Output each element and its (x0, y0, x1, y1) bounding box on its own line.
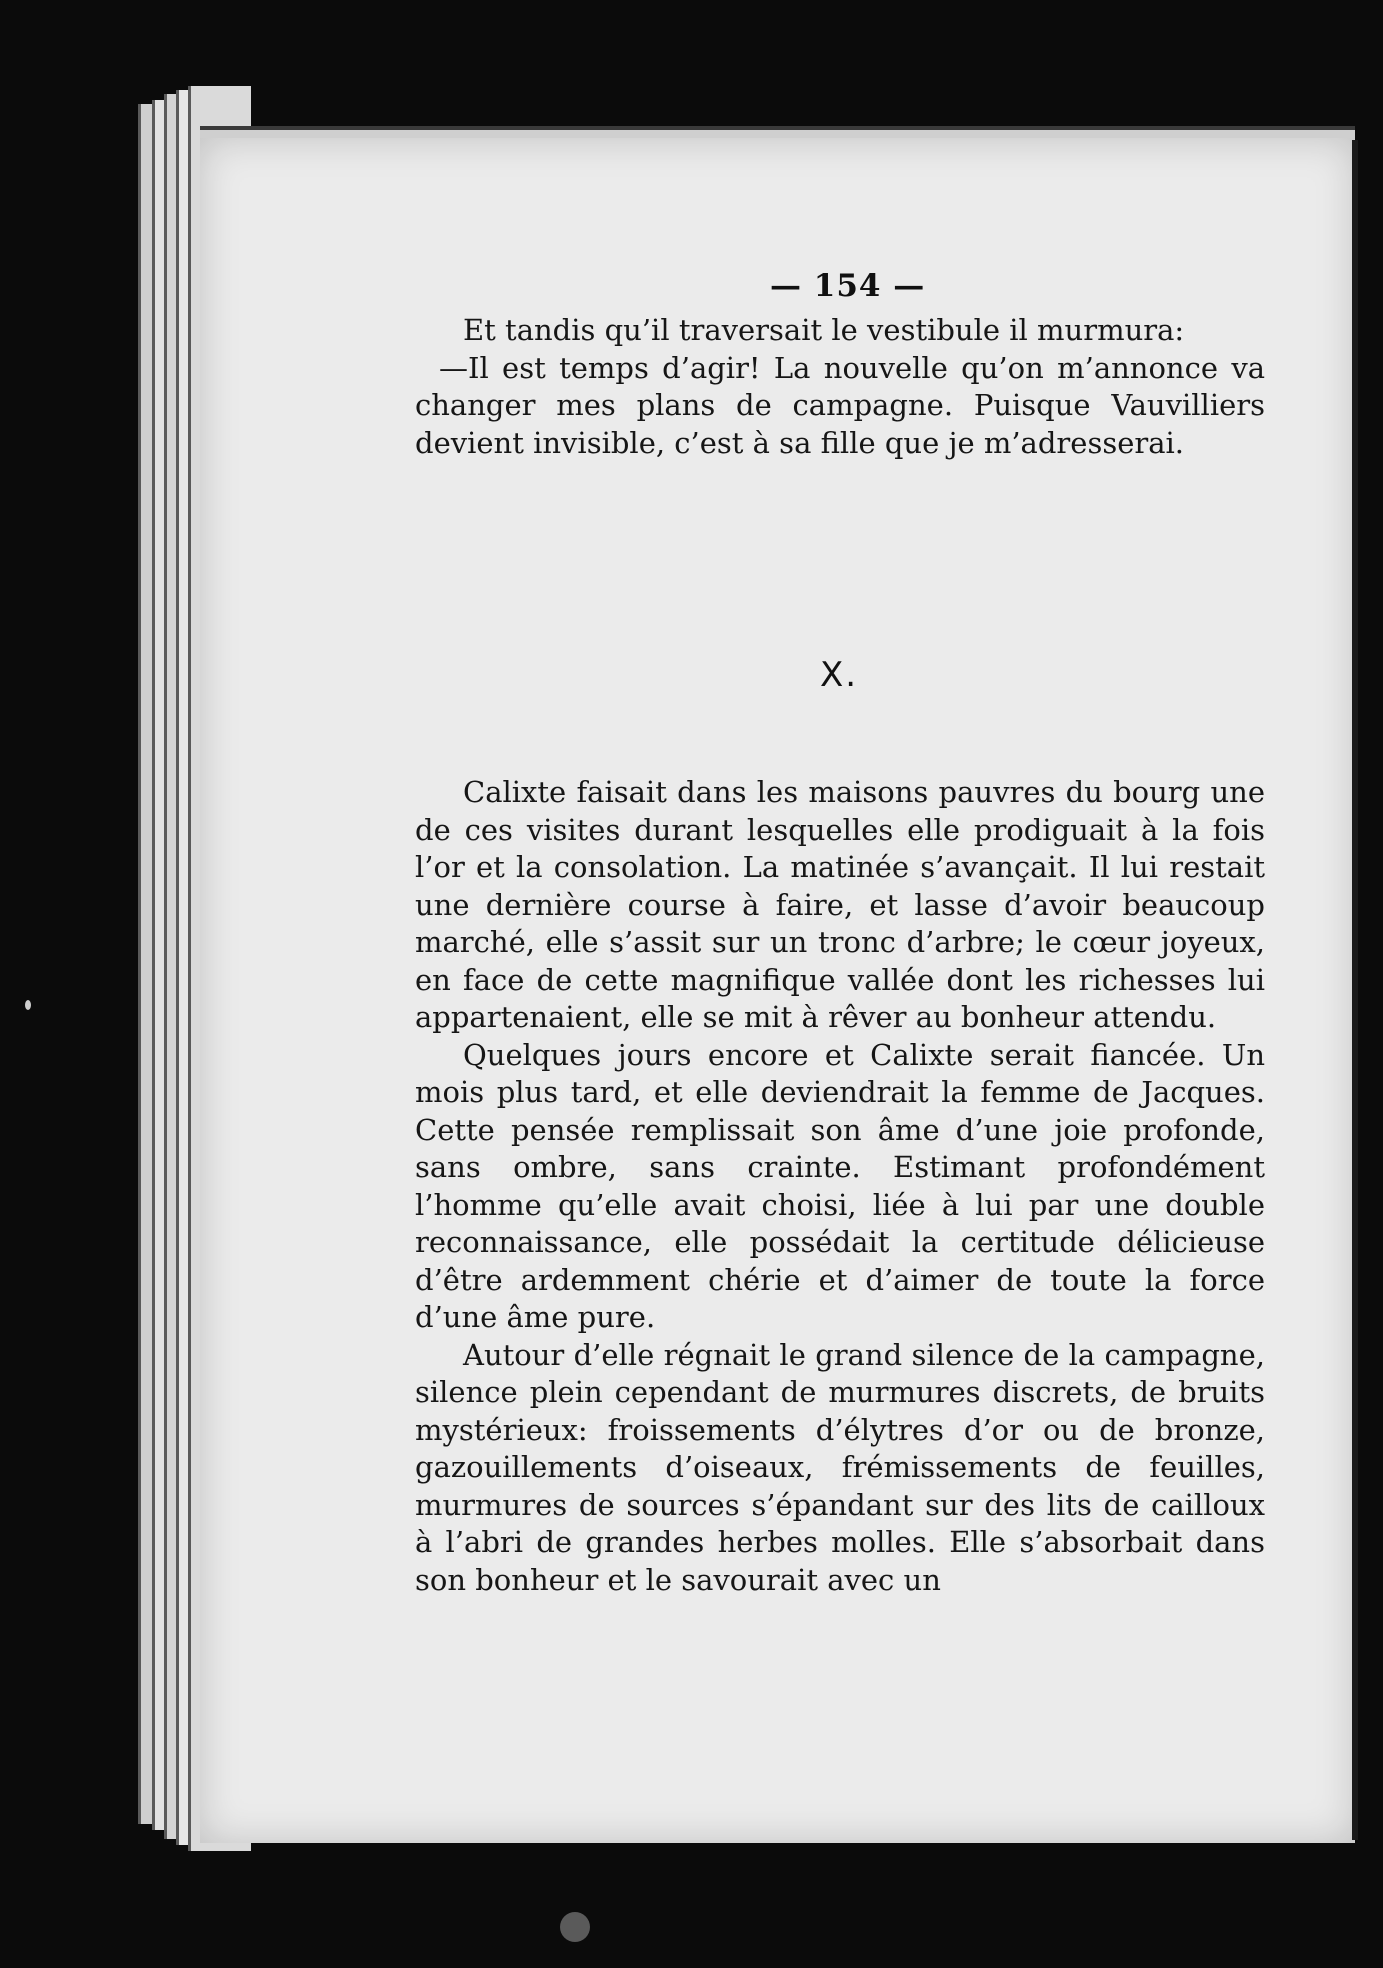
paragraph: Et tandis qu’il traversait le vestibule il murmura: (463, 313, 1185, 347)
text-block-top (415, 312, 1265, 462)
paragraph: —Il est temps d’agir! La nouvelle qu’on m’annonce va changer mes plans de campagne. Puisque Vauvilliers devient invisible, c’est à sa fille que je m’adresserai. (415, 350, 1265, 460)
chapter-heading: X. (820, 655, 859, 695)
page-number: — 154 — (770, 268, 926, 304)
paragraph: Autour d’elle régnait le grand silence de la campagne, silence plein cependant de murmures discrets, de bruits mystérieux: froissements d’élytres d’or ou de bronze, gazouillements d’oiseaux, frémissements de feuilles, murmures de sources s’épandant sur des lits de cailloux à l’abri de grandes herbes molles. Elle s’absorbait dans son bonheur et le savourait avec un (415, 1337, 1265, 1597)
text-block-main (415, 774, 1265, 1599)
paragraph: Quelques jours encore et Calixte serait fiancée. Un mois plus tard, et elle deviendrait la femme de Jacques. Cette pensée remplissait son âme d’une joie profonde, sans ombre, sans crainte. Estimant profondément l’homme qu’elle avait choisi, liée à lui par une double reconnaissance, elle possédait la certitude délicieuse d’être ardemment chérie et d’aimer de toute la force d’une âme pure. (415, 1037, 1265, 1334)
scan-speck (560, 1912, 590, 1942)
page-gutter (1352, 140, 1358, 1840)
scan-speck (25, 1000, 31, 1010)
paragraph: Calixte faisait dans les maisons pauvres du bourg une de ces visites durant lesquelles elle prodiguait à la fois l’or et la consolation. La matinée s’avançait. Il lui restait une dernière course à faire, et lasse d’avoir beaucoup marché, elle s’assit sur un tronc d’arbre; le cœur joyeux, en face de cette magnifique vallée dont les richesses lui appartenaient, elle se mit à rêver au bonheur attendu. (415, 775, 1265, 1034)
